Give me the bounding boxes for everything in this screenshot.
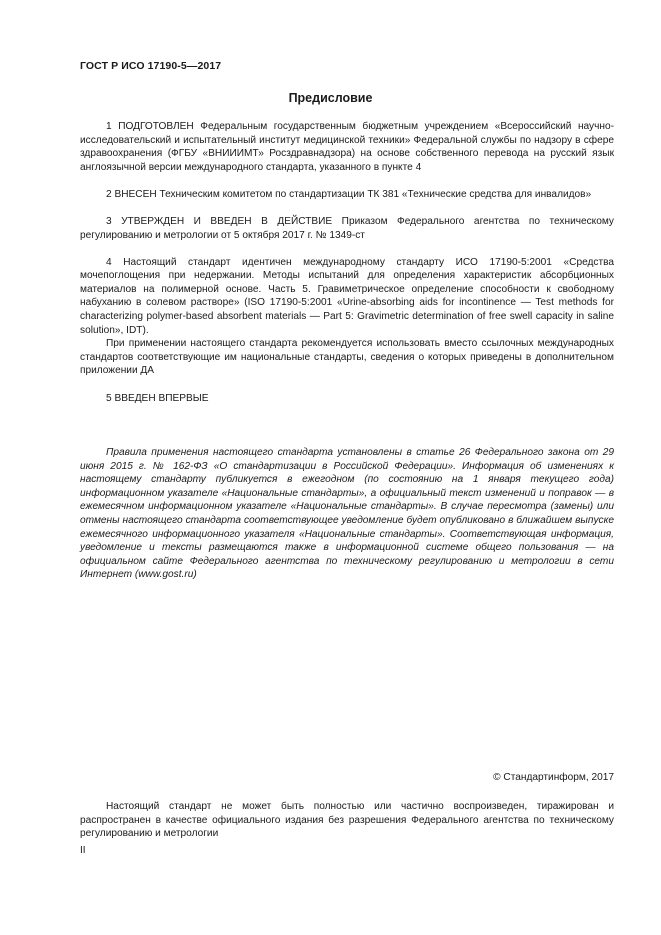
paragraph-usage-recommendation: При применении настоящего стандарта рекомендуется использовать вместо ссылочных международных стандартов соответствующие им национальные стандарты, сведения о которых приведены в дополнительном приложении ДА — [80, 338, 614, 377]
foreword-body — [80, 120, 614, 582]
application-rules-notice: Правила применения настоящего стандарта установлены в статье 26 Федерального закона от 29 июня 2015 г. № 162-ФЗ «О стандартизации в Российской Федерации». Информация об изменениях к настоящему стандарту публикуется в ежегодном (по состоянию на 1 января текущего года) информационном указателе «Национальные стандарты», а официальный текст изменений и поправок — в ежемесячном информационном указателе «Национальные стандарты». В случае пересмотра (замены) или отмены настоящего стандарта соответствующее уведомление будет опубликовано в ближайшем выпуске ежемесячного информационного указателя «Национальные стандарты». Соответствующая информация, уведомление и тексты размещаются также в информационной системе общего пользования — на официальном сайте Федерального агентства по техническому регулированию и метрологии в сети Интернет (www.gost.ru) — [80, 447, 614, 581]
paragraph-first-introduced: 5 ВВЕДЕН ВПЕРВЫЕ — [106, 392, 209, 404]
reproduction-rights-notice: Настоящий стандарт не может быть полностью или частично воспроизведен, тиражирован и распространен в качестве официального издания без разрешения Федерального агентства по техническому регулированию и метрологии — [80, 801, 614, 840]
page-title: Предисловие — [288, 91, 373, 105]
document-header: ГОСТ Р ИСО 17190-5—2017 — [80, 60, 222, 72]
paragraph-prepared-by: 1 ПОДГОТОВЛЕН Федеральным государственным бюджетным учреждением «Всероссийский научно-исследовательский и испытательный институт медицинской техники» Федеральной службы по надзору в сфере здравоохранения (ФГБУ «ВНИИИМТ» Росздравнадзора) на основе собственного перевода на русский язык англоязычной версии международного стандарта, указанного в пункте 4 — [80, 121, 614, 173]
page-number: II — [80, 845, 86, 856]
paragraph-submitted-by: 2 ВНЕСЕН Техническим комитетом по стандартизации ТК 381 «Технические средства для инвалидов» — [106, 188, 592, 200]
copyright-line: © Стандартинформ, 2017 — [493, 772, 614, 783]
paragraph-approved: 3 УТВЕРЖДЕН И ВВЕДЕН В ДЕЙСТВИЕ Приказом Федерального агентства по техническому регулированию и метрологии от 5 октября 2017 г. № 1349-ст — [80, 215, 614, 241]
paragraph-identical-standard: 4 Настоящий стандарт идентичен международному стандарту ИСО 17190-5:2001 «Средства мочепоглощения при недержании. Методы испытаний для определения характеристик абсорбционных материалов на полимерной основе. Часть 5. Гравиметрическое определение способности к свободному набуханию в солевом растворе» (ISO 17190-5:2001 «Urine-absorbing aids for incontinence — Test methods for characterizing polymer-based absorbent materials — Part 5: Gravimetric determination of free swell capacity in saline solution», IDT). — [80, 256, 614, 336]
